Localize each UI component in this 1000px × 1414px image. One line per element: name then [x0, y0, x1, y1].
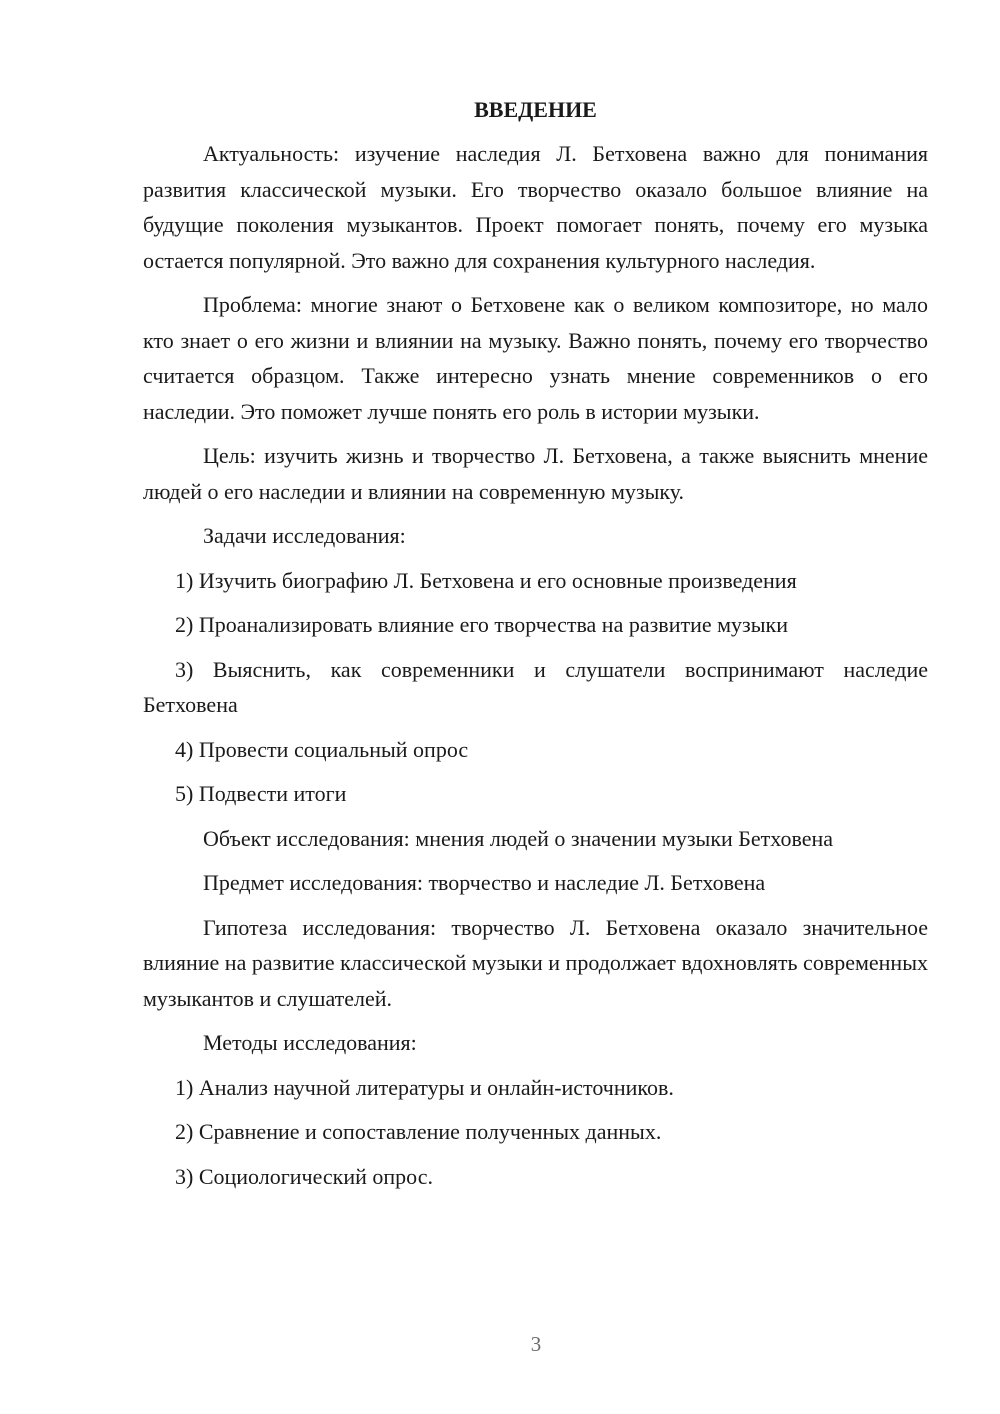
task-item: 1) Изучить биографию Л. Бетховена и его основные произведения	[175, 567, 797, 593]
method-item: 2) Сравнение и сопоставление полученных данных.	[175, 1119, 662, 1144]
relevance-paragraph: Актуальность: изучение наследия Л. Бетховена важно для понимания развития классической музыки. Его творчество оказало большое влияние на будущие поколения музыкантов. Проект помогает понять, почему его музыка остается популярной. Это важно для сохранения культурного наследия.	[143, 141, 928, 273]
section-title: ВВЕДЕНИЕ	[474, 97, 597, 122]
task-item: 5) Подвести итоги	[175, 781, 347, 806]
task-item: 3) Выяснить, как современники и слушатели воспринимают наследие Бетховена	[143, 656, 928, 717]
task-item: 4) Провести социальный опрос	[175, 736, 469, 762]
document-page	[143, 92, 928, 1203]
tasks-heading: Задачи исследования:	[203, 523, 406, 548]
methods-heading: Методы исследования:	[203, 1030, 417, 1055]
method-item: 1) Анализ научной литературы и онлайн-источников.	[175, 1074, 674, 1100]
method-item: 3) Социологический опрос.	[175, 1163, 433, 1189]
hypothesis-paragraph: Гипотеза исследования: творчество Л. Бетховена оказало значительное влияние на развитие классической музыки и продолжает вдохновлять современных музыкантов и слушателей.	[143, 914, 928, 1011]
research-subject: Предмет исследования: творчество и наследие Л. Бетховена	[203, 870, 766, 895]
research-object: Объект исследования: мнения людей о значении музыки Бетховена	[203, 825, 834, 851]
task-item: 2) Проанализировать влияние его творчества на развитие музыки	[175, 612, 788, 637]
goal-paragraph: Цель: изучить жизнь и творчество Л. Бетховена, а также выяснить мнение людей о его наследии и влиянии на современную музыку.	[143, 443, 928, 504]
page-number: 3	[530, 1332, 542, 1356]
problem-paragraph: Проблема: многие знают о Бетховене как о великом композиторе, но мало кто знает о его жизни и влиянии на музыку. Важно понять, почему его творчество считается образцом. Также интересно узнать мнение современников о его наследии. Это поможет лучше понять его роль в истории музыки.	[143, 292, 928, 424]
